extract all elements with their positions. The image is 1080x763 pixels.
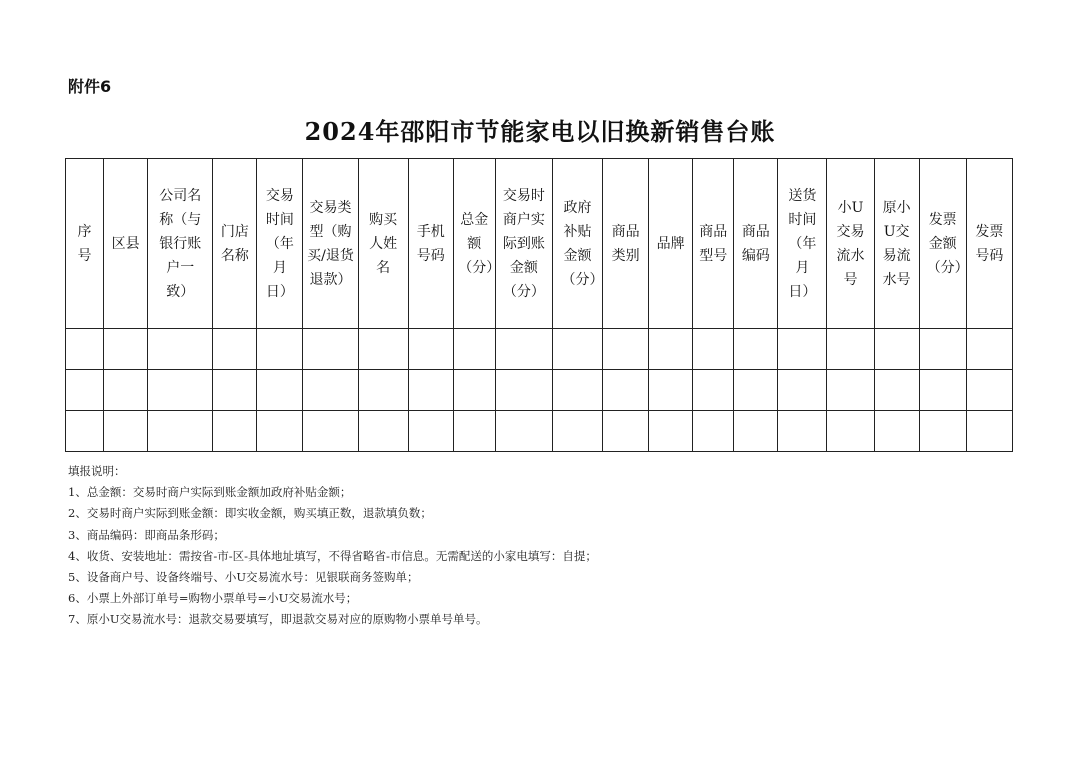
note-item: 4、收货、安装地址：需按省-市-区-具体地址填写，不得省略省-市信息。无需配送的小家电填写：自提； (68, 548, 597, 563)
table-cell[interactable] (778, 370, 827, 411)
table-cell[interactable] (495, 370, 552, 411)
column-header-9 (453, 159, 501, 329)
table-cell[interactable] (303, 370, 358, 411)
table-cell[interactable] (966, 411, 1012, 452)
column-header-2 (104, 159, 148, 329)
table-cell[interactable] (919, 329, 966, 370)
table-cell[interactable] (693, 329, 734, 370)
column-header-label: 公司名称（与银行账户一致） (159, 187, 202, 300)
table-row (66, 411, 1013, 452)
table-cell[interactable] (778, 411, 827, 452)
table-cell[interactable] (104, 370, 148, 411)
table-cell[interactable] (66, 370, 104, 411)
column-header-4 (213, 159, 257, 329)
table-cell[interactable] (495, 329, 552, 370)
table-cell[interactable] (148, 329, 213, 370)
table-cell[interactable] (257, 411, 303, 452)
table-cell[interactable] (966, 370, 1012, 411)
table-cell[interactable] (603, 411, 649, 452)
column-header-label: 发票金额（分） (926, 211, 969, 276)
table-cell[interactable] (358, 370, 408, 411)
filling-notes (68, 461, 597, 631)
column-header-label: 交易时间（年月日） (265, 187, 294, 300)
table-cell[interactable] (552, 411, 602, 452)
table-cell[interactable] (734, 411, 778, 452)
column-header-label: 送货时间（年月日） (788, 187, 817, 300)
column-header-1 (66, 159, 104, 329)
column-header-label: 发票号码 (975, 223, 1004, 264)
table-cell[interactable] (66, 411, 104, 452)
page-title: 2024年邵阳市节能家电以旧换新销售台账 (304, 117, 776, 146)
table-cell[interactable] (66, 329, 104, 370)
column-header-label: 商品编码 (741, 223, 770, 264)
table-cell[interactable] (552, 329, 602, 370)
table-cell[interactable] (408, 411, 453, 452)
note-item: 5、设备商户号、设备终端号、小U交易流水号：见银联商务签购单； (68, 570, 419, 585)
table-cell[interactable] (453, 411, 495, 452)
column-header-label: 商品类别 (611, 223, 640, 264)
table-cell[interactable] (874, 370, 919, 411)
table-cell[interactable] (303, 411, 358, 452)
table-cell[interactable] (693, 411, 734, 452)
table-cell[interactable] (649, 329, 693, 370)
table-row (66, 370, 1013, 411)
column-header-13 (649, 159, 693, 329)
table-cell[interactable] (257, 329, 303, 370)
column-header-6 (303, 159, 358, 329)
note-item: 1、总金额：交易时商户实际到账金额加政府补贴金额； (68, 485, 352, 500)
table-cell[interactable] (104, 329, 148, 370)
column-header-label: 序号 (77, 223, 92, 264)
table-row (66, 329, 1013, 370)
column-header-17 (827, 159, 874, 329)
table-cell[interactable] (408, 370, 453, 411)
column-header-15 (734, 159, 778, 329)
note-item: 6、小票上外部订单号=购物小票单号=小U交易流水号； (68, 591, 358, 606)
column-header-label: 门店名称 (220, 223, 249, 264)
column-header-label: 原小U交易流水号 (882, 199, 911, 288)
table-cell[interactable] (257, 370, 303, 411)
column-header-12 (603, 159, 649, 329)
column-header-label: 交易时商户实际到账金额（分） (502, 187, 545, 300)
column-header-label: 手机号码 (416, 223, 445, 264)
table-cell[interactable] (104, 411, 148, 452)
table-cell[interactable] (552, 370, 602, 411)
column-header-8 (408, 159, 453, 329)
column-header-label: 政府补贴金额（分） (561, 199, 604, 288)
column-header-label: 商品型号 (699, 223, 728, 264)
column-header-18 (874, 159, 919, 329)
column-header-label: 区县 (111, 235, 140, 252)
attachment-label: 附件6 (68, 77, 112, 96)
column-header-label: 交易类型（购买/退货退款） (307, 199, 354, 288)
column-header-11 (552, 159, 602, 329)
table-cell[interactable] (649, 370, 693, 411)
column-header-label: 小U交易流水号 (836, 199, 865, 288)
column-header-16 (778, 159, 827, 329)
table-cell[interactable] (148, 411, 213, 452)
column-header-20 (966, 159, 1012, 329)
table-cell[interactable] (919, 411, 966, 452)
table-cell[interactable] (693, 370, 734, 411)
note-item: 3、商品编码：即商品条形码； (68, 527, 225, 542)
note-item: 7、原小U交易流水号：退款交易要填写，即退款交易对应的原购物小票单号单号。 (68, 612, 488, 627)
table-cell[interactable] (213, 411, 257, 452)
table-cell[interactable] (603, 370, 649, 411)
column-header-3 (148, 159, 213, 329)
table-cell[interactable] (874, 411, 919, 452)
table-cell[interactable] (603, 329, 649, 370)
table-cell[interactable] (148, 370, 213, 411)
table-cell[interactable] (303, 329, 358, 370)
table-cell[interactable] (874, 329, 919, 370)
table-cell[interactable] (827, 370, 874, 411)
table-cell[interactable] (649, 411, 693, 452)
table-cell[interactable] (358, 411, 408, 452)
table-header-row (66, 159, 1013, 329)
table-cell[interactable] (827, 411, 874, 452)
table-cell[interactable] (734, 370, 778, 411)
table-cell[interactable] (919, 370, 966, 411)
column-header-label: 总金额（分） (458, 211, 501, 276)
notes-heading: 填报说明： (68, 464, 126, 478)
table-cell[interactable] (358, 329, 408, 370)
table-cell[interactable] (453, 329, 495, 370)
column-header-label: 品牌 (656, 235, 685, 252)
column-header-10 (495, 159, 552, 329)
table-cell[interactable] (778, 329, 827, 370)
table-cell[interactable] (734, 329, 778, 370)
table-cell[interactable] (213, 329, 257, 370)
column-header-19 (919, 159, 969, 329)
table-cell[interactable] (966, 329, 1012, 370)
column-header-14 (693, 159, 734, 329)
table-cell[interactable] (827, 329, 874, 370)
column-header-label: 购买人姓名 (369, 211, 398, 276)
sales-ledger-table (65, 158, 1013, 452)
table-cell[interactable] (408, 329, 453, 370)
column-header-7 (358, 159, 408, 329)
table-cell[interactable] (213, 370, 257, 411)
table-cell[interactable] (453, 370, 495, 411)
note-item: 2、交易时商户实际到账金额：即实收金额，购买填正数，退款填负数； (68, 506, 432, 521)
table-cell[interactable] (495, 411, 552, 452)
column-header-5 (257, 159, 303, 329)
